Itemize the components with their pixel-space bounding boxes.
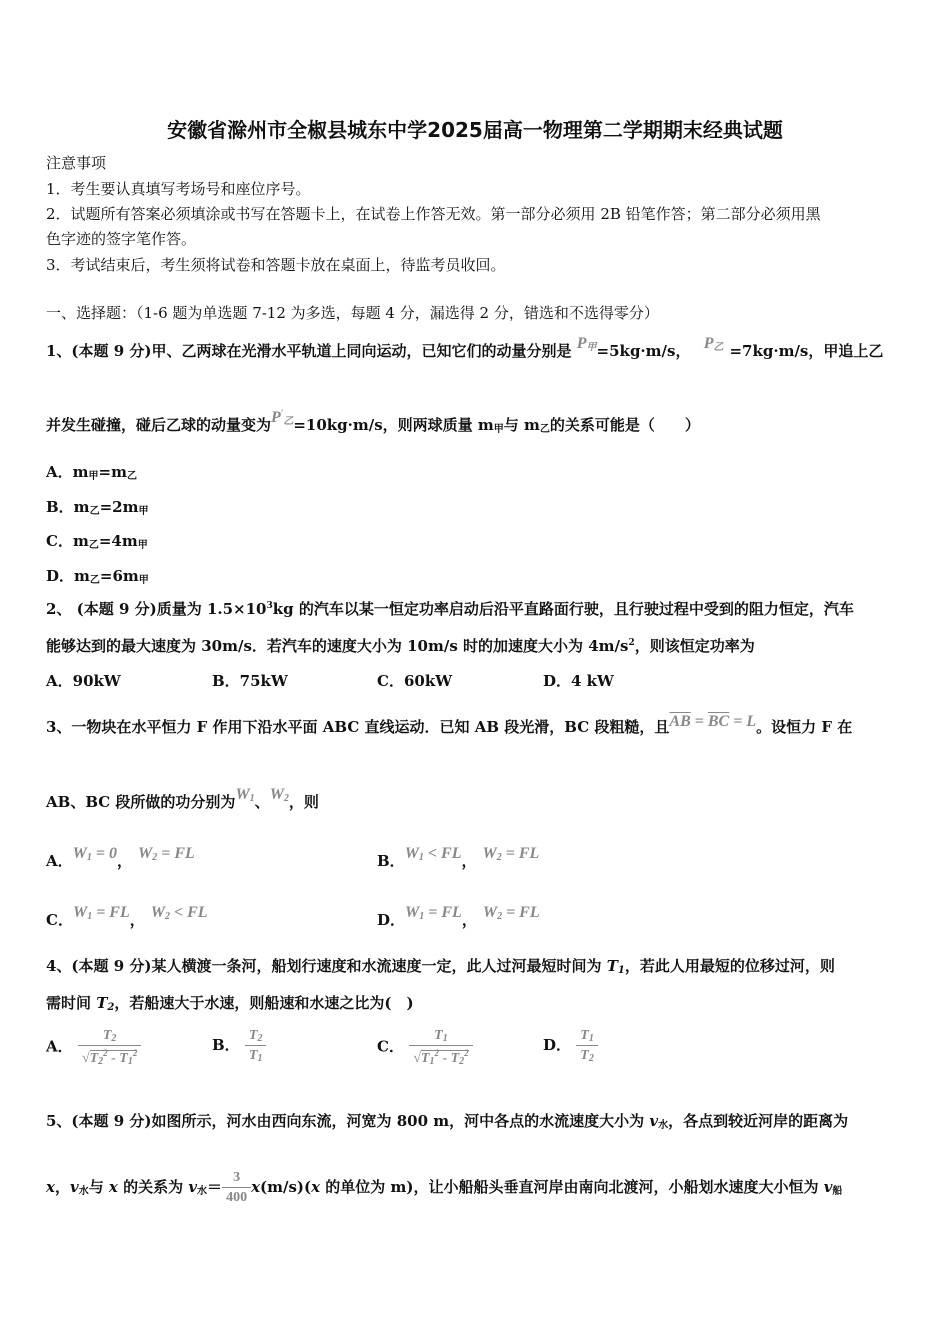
q2-line1: 2、 (本题 9 分)质量为 $1.5\times 10^3kg$ 的汽车以某一恒定功率启动后沿平直路面行驶，且行驶过程中受到的阻力恒定，汽车	[46, 600, 854, 618]
q2-option-b: B．75kW	[212, 672, 288, 690]
q1-line2: 并发生碰撞，碰后乙球的动量变为$P'_乙=10kg\cdot m/s$，则两球质量 $m_甲$与 $m_乙$的关系可能是（ ）	[46, 408, 700, 435]
q1-option-d: D．$m_乙=6m_甲$	[46, 567, 149, 586]
q1-p-b-value: =7kg·m/s，甲追上乙	[729, 342, 884, 360]
q4-b-fraction: $\frac{T_2}{T_1}$	[245, 1028, 267, 1064]
q1-line1	[46, 335, 884, 361]
q1-p-c: $P'_乙$	[271, 408, 294, 427]
q1-text: 1、(本题 9 分)甲、乙两球在光滑水平轨道上同向运动，已知它们的动量分别是	[46, 342, 572, 360]
q1-p-a-value: =5kg·m/s，	[596, 342, 691, 360]
q4-option-a: A． $\frac{T_2}{√T_2^2 - T_1^2}$	[46, 1028, 141, 1067]
q3-line2: AB、BC 段所做的功分别为$W_1$、$W_2$，则	[46, 786, 319, 811]
q3-w1: $W_1$	[235, 786, 255, 804]
q3-line1: 3、一物块在水平恒力 F 作用下沿水平面 ABC 直线运动．已知 AB 段光滑，BC 段粗糙，且$\overline{AB} = \overline{BC} = L$。设恒力 F 在	[46, 713, 853, 736]
q4-c-fraction: $\frac{T_1}{√T_1^2 - T_2^2}$	[409, 1028, 472, 1067]
notice-heading: 注意事项	[46, 154, 107, 172]
q5-line1: 5、(本题 9 分)如图所示，河水由西向东流，河宽为 800 m，河中各点的水流速度大小为 $v_水$，各点到较近河岸的距离为	[46, 1112, 849, 1131]
q2-option-a: A．90kW	[46, 672, 121, 690]
q4-line2: 需时间 $T_2$，若船速大于水速，则船速和水速之比为( )	[46, 994, 414, 1013]
q1-option-b: B．$m_乙=2m_甲$	[46, 498, 149, 517]
q4-option-b: B． $\frac{T_2}{T_1}$	[212, 1028, 266, 1064]
page-title: 安徽省滁州市全椒县城东中学2025届高一物理第二学期期末经典试题	[167, 118, 783, 142]
q3-option-c: C．$W_1$ = FL， $W_2$ < FL	[46, 904, 208, 929]
notice-item-2-cont: 色字迹的签字笔作答。	[46, 230, 197, 248]
q3-option-a: A．$W_1 = 0$， $W_2$ = FL	[46, 845, 195, 870]
q4-line1: 4、(本题 9 分)某人横渡一条河，船划行速度和水流速度一定，此人过河最短时间为 $T_1$，若此人用最短的位移过河，则	[46, 957, 835, 976]
q1-option-a: A．$m_甲=m_乙$	[46, 463, 137, 482]
q5-fraction: $\frac{3}{400}$	[222, 1170, 251, 1206]
q4-d-fraction: $\frac{T_1}{T_2}$	[576, 1028, 598, 1064]
q2-option-d: D．4 kW	[543, 672, 614, 690]
section-heading: 一、选择题：（1-6 题为单选题 7-12 为多选，每题 4 分，漏选得 2 分，错选和不选得零分）	[46, 304, 659, 322]
notice-item-2: 2．试题所有答案必须填涂或书写在答题卡上，在试卷上作答无效。第一部分必须用 2B 铅笔作答；第二部分必须用黑	[46, 205, 821, 223]
q1-option-c: C．$m_乙=4m_甲$	[46, 532, 148, 551]
q4-option-d: D． $\frac{T_1}{T_2}$	[543, 1028, 598, 1064]
q2-option-c: C．60kW	[377, 672, 453, 690]
q1-p-b: $P_乙$	[703, 335, 724, 353]
q4-option-c: C． $\frac{T_1}{√T_1^2 - T_2^2}$	[377, 1028, 473, 1067]
q4-a-fraction: $\frac{T_2}{√T_2^2 - T_1^2}$	[78, 1028, 141, 1067]
q1-p-a: $P_甲$	[576, 335, 597, 353]
q3-w2: $W_2$	[269, 786, 289, 804]
q3-option-b: B．$W_1$ < FL， $W_2$ = FL	[377, 845, 540, 870]
q5-line2: x，$v_水$与 x 的关系为 $v_水=$ $\frac{3}{400}$ x(m/s)(x 的单位为 m)，让小船船头垂直河岸由南向北渡河，小船划水速度大小恒为 $v_船$	[46, 1170, 843, 1205]
q2-line2: 能够达到的最大速度为 30m/s．若汽车的速度大小为 10m/s 时的加速度大小为 $4m/s^2$，则该恒定功率为	[46, 637, 755, 655]
q3-equation: $\overline{AB} = \overline{BC} = L$	[669, 713, 757, 730]
notice-item-1: 1．考生要认真填写考场号和座位序号。	[46, 180, 311, 198]
q3-option-d: D．$W_1$ = FL， $W_2$ = FL	[377, 904, 540, 929]
q1-text-2: 并发生碰撞，碰后乙球的动量变为	[46, 416, 272, 434]
notice-item-3: 3．考试结束后，考生须将试卷和答题卡放在桌面上，待监考员收回。	[46, 256, 506, 274]
